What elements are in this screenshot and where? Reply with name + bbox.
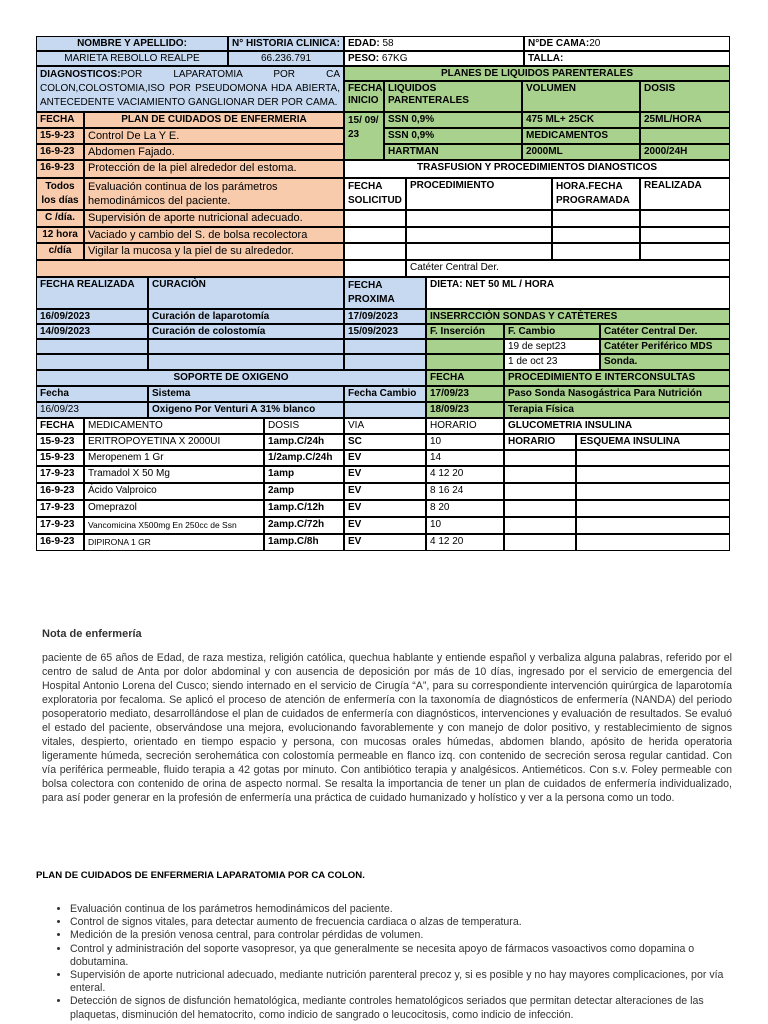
diagnosis-label: DIAGNOSTICOS: bbox=[40, 69, 121, 80]
insertion-device-1: Catéter Periférico MDS bbox=[600, 339, 730, 354]
plan-item: • Medición de la presión venosa central, para controlar pérdidas de volumen. bbox=[70, 929, 736, 942]
height-label: TALLA: bbox=[528, 53, 564, 64]
insertion-title: INSERRCCIÒN SONDAS Y CATÈTERES bbox=[426, 309, 730, 324]
care-date-1: 15-9-23 bbox=[36, 128, 84, 144]
transfusion-header-procedure: PROCEDIMIENTO bbox=[406, 178, 552, 210]
care-date-4: Todos los días bbox=[36, 178, 84, 210]
insertion-device-2: Sonda. bbox=[600, 354, 730, 370]
parenteral-liquid-2: SSN 0,9% bbox=[384, 128, 522, 144]
med-name-4: Ácido Valproico bbox=[84, 483, 264, 500]
glucometry-title: GLUCOMETRIA INSULINA bbox=[504, 418, 730, 434]
transfusion-header-done: REALIZADA bbox=[640, 178, 730, 210]
med-via-4: EV bbox=[344, 483, 426, 500]
med-via-5: EV bbox=[344, 500, 426, 517]
curation-date-2: 14/09/2023 bbox=[36, 324, 148, 339]
bed-value: 20 bbox=[589, 38, 601, 49]
med-name-7: DIPIRONA 1 GR bbox=[84, 534, 264, 551]
weight-cell bbox=[344, 51, 524, 66]
med-time-1: 10 bbox=[426, 434, 504, 450]
glucometry-cell bbox=[504, 466, 576, 483]
curation-empty bbox=[148, 339, 344, 354]
parenteral-dose-2 bbox=[640, 128, 730, 144]
med-date-2: 15-9-23 bbox=[36, 450, 84, 466]
insertion-header-change: F. Cambio bbox=[504, 324, 600, 339]
parenteral-header-date: FECHA INICIO bbox=[344, 81, 384, 112]
parenteral-start-date: 15/ 09/ 23 bbox=[344, 112, 384, 160]
med-name-6: Vancomicina X500mg En 250cc de Ssn bbox=[84, 517, 264, 534]
glucometry-cell bbox=[504, 534, 576, 551]
transfusion-header-scheduled: HORA.FECHA PROGRAMADA bbox=[552, 178, 640, 210]
insertion-change-2: 1 de oct 23 bbox=[504, 354, 600, 370]
med-date-6: 17-9-23 bbox=[36, 517, 84, 534]
med-dose-2: 1/2amp.C/24h bbox=[264, 450, 344, 466]
insertion-header-date: F. Inserción bbox=[426, 324, 504, 339]
meds-header-date: FECHA bbox=[36, 418, 84, 434]
height-cell bbox=[524, 51, 730, 66]
med-dose-4: 2amp bbox=[264, 483, 344, 500]
care-text-6: Vaciado y cambio del S. de bolsa recolectora bbox=[84, 227, 344, 243]
curation-next-2: 15/09/2023 bbox=[344, 324, 426, 339]
oxygen-title: SOPORTE DE OXIGENO bbox=[36, 370, 426, 386]
curation-type-1: Curación de laparotomía bbox=[148, 309, 344, 324]
care-text-7: Vigilar la mucosa y la piel de su alrededor. bbox=[84, 243, 344, 260]
patient-name: MARIETA REBOLLO REALPE bbox=[36, 51, 228, 66]
bed-cell bbox=[524, 36, 730, 51]
diagnosis-text: POR LAPARATOMIA POR CA COLON,COLOSTOMIA,ISO POR PSEUDOMONA HDA ABIERTA, ANTECEDENTE VACIAMIENTO GANGLIONAR DER POR CAMA. bbox=[40, 69, 340, 108]
bed-label: N°DE CAMA: bbox=[528, 38, 590, 49]
glucometry-cell bbox=[576, 450, 730, 466]
parenteral-volume-2: MEDICAMENTOS bbox=[522, 128, 640, 144]
glucometry-cell bbox=[576, 517, 730, 534]
diet-cell: DIETA: NET 50 ML / HORA bbox=[426, 277, 730, 309]
care-date-6: 12 hora bbox=[36, 227, 84, 243]
plan-item: • Control y administración del soporte vasopresor, ya que generalmente se necesita apoyo de fármacos vasoactivos como dopamina o dobutamina. bbox=[70, 943, 736, 969]
glucometry-cell bbox=[504, 483, 576, 500]
care-text-3: Protección de la piel alrededor del estoma. bbox=[84, 160, 344, 178]
name-label: NOMBRE Y APELLIDO: bbox=[36, 36, 228, 51]
med-dose-3: 1amp bbox=[264, 466, 344, 483]
med-via-2: EV bbox=[344, 450, 426, 466]
diagnosis-cell bbox=[36, 66, 344, 112]
transfusion-cell bbox=[640, 243, 730, 260]
med-time-7: 4 12 20 bbox=[426, 534, 504, 551]
procedures-header-date: FECHA bbox=[426, 370, 504, 386]
care-text-4: Evaluación continua de los parámetros hemodinámicos del paciente. bbox=[84, 178, 344, 210]
age-value: 58 bbox=[382, 38, 394, 49]
parenteral-volume-3: 2000ML bbox=[522, 144, 640, 160]
care-date-7: c/día bbox=[36, 243, 84, 260]
med-via-6: EV bbox=[344, 517, 426, 534]
care-text-1: Control De La Y E. bbox=[84, 128, 344, 144]
care-plan-title: PLAN DE CUIDADOS DE ENFERMERIA bbox=[84, 112, 344, 128]
glucometry-cell bbox=[504, 450, 576, 466]
transfusion-cell bbox=[552, 210, 640, 227]
oxygen-header-system: Sistema bbox=[148, 386, 344, 402]
med-name-2: Meropenem 1 Gr bbox=[84, 450, 264, 466]
transfusion-cell bbox=[552, 227, 640, 243]
care-text-5: Supervisión de aporte nutricional adecuado. bbox=[84, 210, 344, 227]
transfusion-cell bbox=[344, 260, 406, 277]
transfusion-cell bbox=[406, 210, 552, 227]
med-time-6: 10 bbox=[426, 517, 504, 534]
oxygen-system: Oxigeno Por Venturi A 31% blanco bbox=[148, 402, 344, 418]
med-date-7: 16-9-23 bbox=[36, 534, 84, 551]
weight-label: PESO: bbox=[348, 53, 380, 64]
care-date-5: C /día. bbox=[36, 210, 84, 227]
oxygen-change-empty bbox=[344, 402, 426, 418]
curation-header-type: CURACIÒN bbox=[148, 277, 344, 309]
glucometry-cell bbox=[576, 500, 730, 517]
curation-type-2: Curación de colostomía bbox=[148, 324, 344, 339]
med-name-3: Tramadol X 50 Mg bbox=[84, 466, 264, 483]
hc-label: N° HISTORIA CLINICA: bbox=[228, 36, 344, 51]
plan-section-title: PLAN DE CUIDADOS DE ENFERMERIA LAPARATOMIA POR CA COLON. bbox=[36, 870, 365, 881]
care-plan-date-header: FECHA bbox=[36, 112, 84, 128]
transfusion-cell bbox=[406, 243, 552, 260]
procedure-text-2: Terapia Física bbox=[504, 402, 730, 418]
med-dose-7: 1amp.C/8h bbox=[264, 534, 344, 551]
plan-item: • Control de signos vitales, para detectar aumento de frecuencia cardiaca o alzas de temperatura. bbox=[70, 916, 736, 929]
transfusion-cell bbox=[406, 227, 552, 243]
note-title: Nota de enfermería bbox=[42, 628, 142, 640]
plan-section-list bbox=[36, 903, 736, 1022]
insertion-change-1: 19 de sept23 bbox=[504, 339, 600, 354]
meds-header-time: HORARIO bbox=[426, 418, 504, 434]
med-time-3: 4 12 20 bbox=[426, 466, 504, 483]
plan-item: • Evaluación continua de los parámetros hemodinámicos del paciente. bbox=[70, 903, 736, 916]
med-dose-6: 2amp.C/72h bbox=[264, 517, 344, 534]
med-date-4: 16-9-23 bbox=[36, 483, 84, 500]
med-dose-1: 1amp.C/24h bbox=[264, 434, 344, 450]
transfusion-cell bbox=[640, 210, 730, 227]
med-date-1: 15-9-23 bbox=[36, 434, 84, 450]
care-text-2: Abdomen Fajado. bbox=[84, 144, 344, 160]
procedure-date-2: 18/09/23 bbox=[426, 402, 504, 418]
patient-hc: 66.236.791 bbox=[228, 51, 344, 66]
curation-header-next: FECHA PROXIMA bbox=[344, 277, 426, 309]
med-name-5: Omeprazol bbox=[84, 500, 264, 517]
parenteral-liquid-3: HARTMAN bbox=[384, 144, 522, 160]
weight-value: 67KG bbox=[381, 53, 408, 64]
glucometry-cell bbox=[576, 483, 730, 500]
glucometry-cell bbox=[504, 500, 576, 517]
curation-date-1: 16/09/2023 bbox=[36, 309, 148, 324]
transfusion-cell bbox=[344, 243, 406, 260]
curation-empty bbox=[36, 339, 148, 354]
med-name-1: ERITROPOYETINA X 2000UI bbox=[84, 434, 264, 450]
med-dose-5: 1amp.C/12h bbox=[264, 500, 344, 517]
med-date-5: 17-9-23 bbox=[36, 500, 84, 517]
parenteral-header-volume: VOLUMEN bbox=[522, 81, 640, 112]
med-time-5: 8 20 bbox=[426, 500, 504, 517]
procedure-date-1: 17/09/23 bbox=[426, 386, 504, 402]
transfusion-cell bbox=[344, 210, 406, 227]
age-label: EDAD: bbox=[348, 38, 380, 49]
med-date-3: 17-9-23 bbox=[36, 466, 84, 483]
curation-empty bbox=[148, 354, 344, 370]
glucometry-header-scheme: ESQUEMA INSULINA bbox=[576, 434, 730, 450]
med-time-4: 8 16 24 bbox=[426, 483, 504, 500]
meds-header-dose: DOSIS bbox=[264, 418, 344, 434]
parenteral-dose-3: 2000/24H bbox=[640, 144, 730, 160]
parenteral-volume-1: 475 ML+ 25CK bbox=[522, 112, 640, 128]
parenteral-liquid-1: SSN 0,9% bbox=[384, 112, 522, 128]
curation-header-date: FECHA REALIZADA bbox=[36, 277, 148, 309]
oxygen-header-date: Fecha bbox=[36, 386, 148, 402]
glucometry-cell bbox=[504, 517, 576, 534]
transfusion-title: TRASFUSION Y PROCEDIMIENTOS DIANOSTICOS bbox=[344, 160, 730, 178]
plan-item: • Supervisión de aporte nutricional adecuado, mediante nutrición parenteral precoz y, si es posible y no hay mayores complicaciones, por vía enteral. bbox=[70, 969, 736, 995]
procedures-header-text: PROCEDIMIENTO E INTERCONSULTAS bbox=[504, 370, 730, 386]
curation-empty bbox=[344, 339, 426, 354]
insertion-empty bbox=[426, 354, 504, 370]
parenteral-header-liquid: LIQUIDOS PARENTERALES bbox=[384, 81, 522, 112]
plan-item: • Detección de signos de disfunción hematológica, mediante controles hematológicos seriados que permitan detectar alteraciones de las plaquetas, disminución del hematocrito, como indicio de sangrado o leucocitosis, como indicio de infección. bbox=[70, 995, 736, 1021]
insertion-header-device: Catéter Central Der. bbox=[600, 324, 730, 339]
oxygen-date: 16/09/23 bbox=[36, 402, 148, 418]
transfusion-catheter-note: Catéter Central Der. bbox=[406, 260, 730, 277]
med-time-2: 14 bbox=[426, 450, 504, 466]
age-cell bbox=[344, 36, 524, 51]
meds-header-name: MEDICAMENTO bbox=[84, 418, 264, 434]
transfusion-cell bbox=[640, 227, 730, 243]
glucometry-cell bbox=[576, 534, 730, 551]
parenteral-title: PLANES DE LIQUIDOS PARENTERALES bbox=[344, 66, 730, 81]
transfusion-cell bbox=[344, 227, 406, 243]
transfusion-cell bbox=[552, 243, 640, 260]
curation-empty bbox=[36, 354, 148, 370]
care-date-2: 16-9-23 bbox=[36, 144, 84, 160]
insertion-empty bbox=[426, 339, 504, 354]
meds-header-via: VIA bbox=[344, 418, 426, 434]
parenteral-header-dose: DOSIS bbox=[640, 81, 730, 112]
care-empty-row bbox=[36, 260, 344, 277]
glucometry-header-time: HORARIO bbox=[504, 434, 576, 450]
glucometry-cell bbox=[576, 466, 730, 483]
transfusion-header-date: FECHA SOLICITUD bbox=[344, 178, 406, 210]
med-via-1: SC bbox=[344, 434, 426, 450]
curation-next-1: 17/09/2023 bbox=[344, 309, 426, 324]
care-date-3: 16-9-23 bbox=[36, 160, 84, 178]
oxygen-header-change: Fecha Cambio bbox=[344, 386, 426, 402]
curation-empty bbox=[344, 354, 426, 370]
procedure-text-1: Paso Sonda Nasogástrica Para Nutrición bbox=[504, 386, 730, 402]
note-body: paciente de 65 años de Edad, de raza mestiza, religión católica, quechua hablante y entiende español y verbaliza alguna palabras, referido por el centro de salud de Anta por dolor abdominal y con ausencia de deposición por más de 10 días, ingresado por el servicio de emergencia del Hospital Antonio Lorena del Cusco; siendo internado en el servicio de Cirugía “A”, para su correspondiente intervención quirúrgica de laparotomía exploratoria por fecaloma. Se aplicó el proceso de atención de enfermería con la taxonomía de diagnósticos de enfermería (NANDA) del periodo posoperatorio mediato, desarrollándose el plan de cuidados de enfermería con diagnósticos, intervenciones y evaluación de resultados. Se evaluó el estado del paciente, observándose una mejora, evolucionando favorablemente y con manejo de dolor positivo, y restablecimiento de signos vitales, despierto, orientado en tiempo espacio y persona, con mucosas orales húmedas, abdomen blando, apósito de herida operatoria ligeramente húmeda, secreción serohemática con colostomía permeable en flanco izq. con contenido de secreción serosa regular cantidad. Con vía periférica permeable, fluido terapia a 42 gotas por minuto. Con antibiótico terapia y analgésicos. Antieméticos. Con s.v. Foley permeable con bolsa colectora con contenido de orina de aspecto normal. Se resalta la importancia de tener un plan de cuidados de enfermería individualizado, para así poder generar en la profesión de enfermería una práctica de cuidado humanizado y holístico y ver a la persona como un todo. bbox=[42, 652, 732, 804]
med-via-7: EV bbox=[344, 534, 426, 551]
parenteral-dose-1: 25ML/HORA bbox=[640, 112, 730, 128]
med-via-3: EV bbox=[344, 466, 426, 483]
